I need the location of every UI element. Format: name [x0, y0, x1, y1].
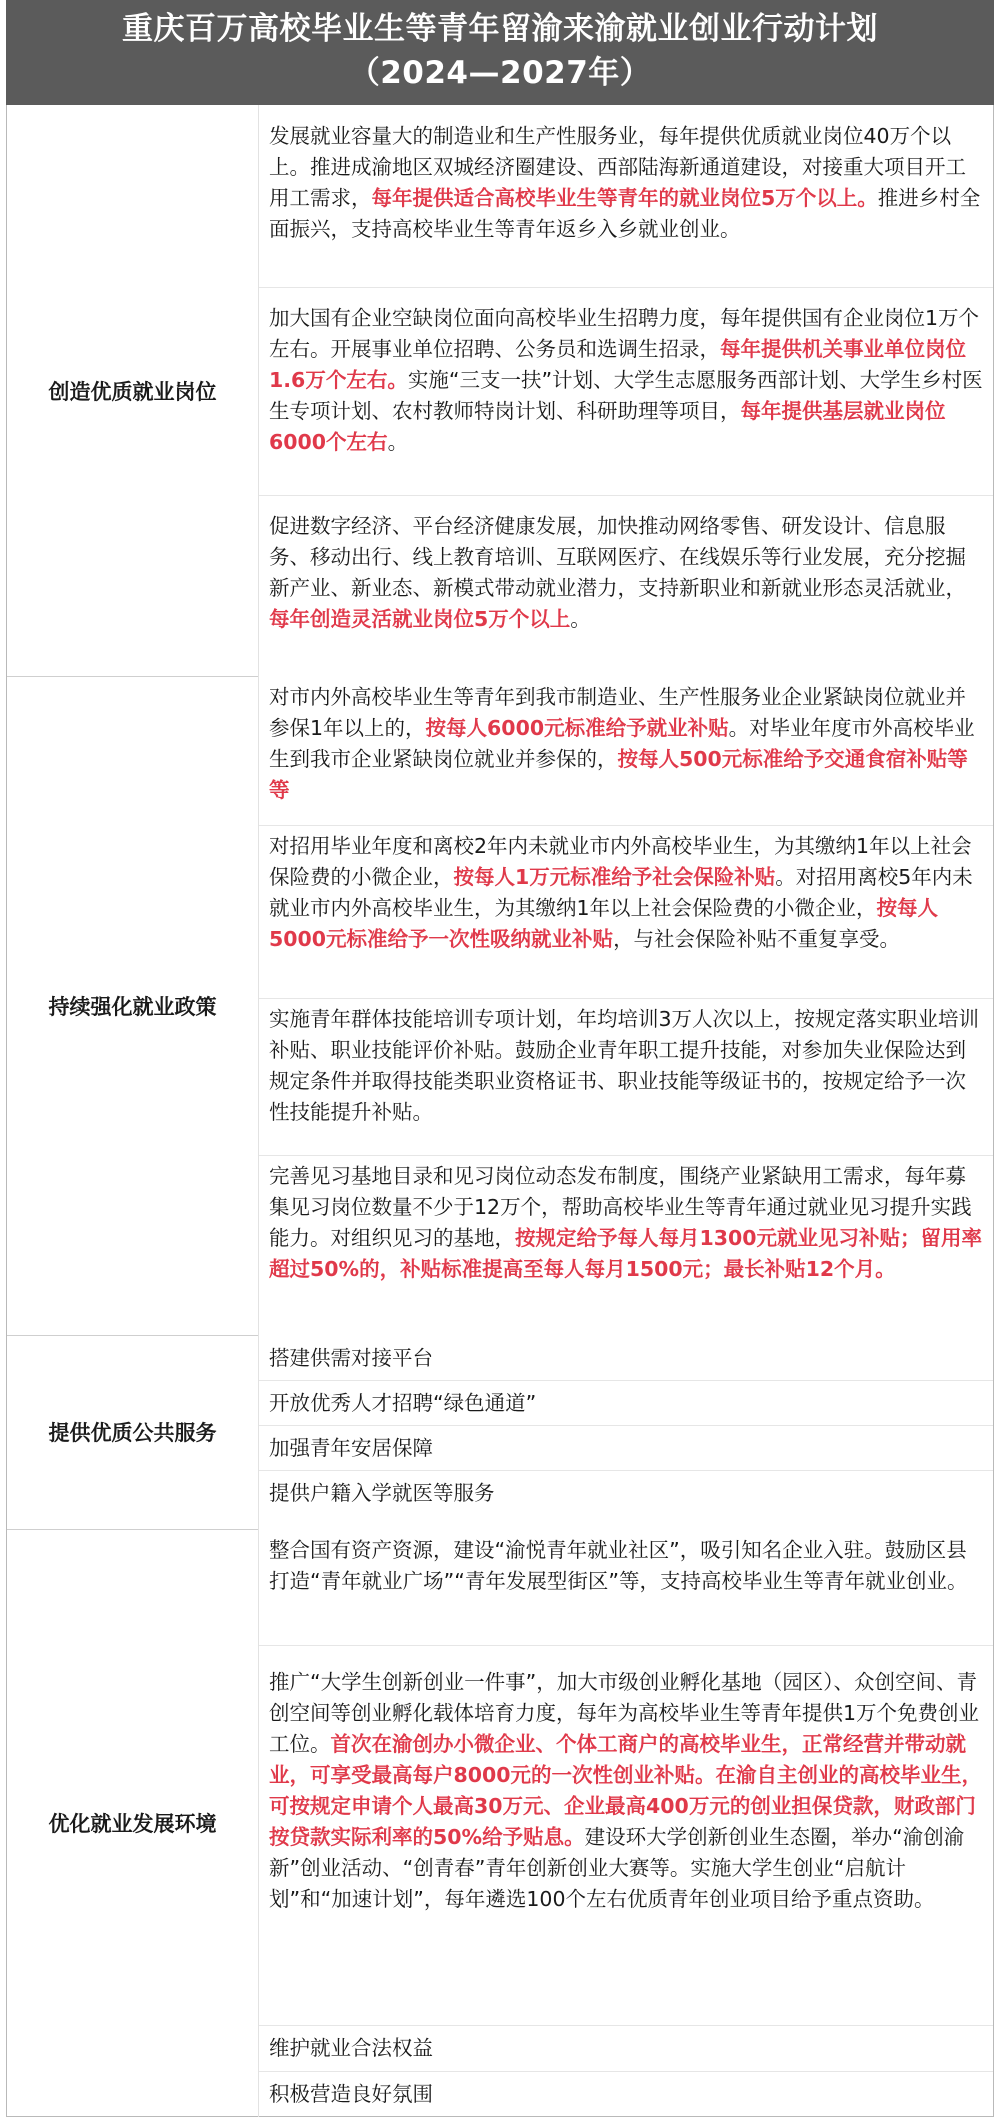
- highlight-text: 首次在渝创办小微企业、个体工商户的高校毕业生，正常经营并带动就业，可享受最高每户8000元的一次性创业补贴。在渝自主创业的高校毕业生，可按规定申请个人最高30万元、企业最高400万元的创业担保贷款，财政部门按贷款实际利率的50%给予贴息。: [269, 1732, 983, 1849]
- policy-item: [259, 676, 993, 825]
- policy-item: [259, 825, 993, 998]
- highlight-text: 按每人6000元标准给予就业补贴: [425, 716, 729, 740]
- body-text: 。对招用离校5年内未就业市内外高校毕业生，为其缴纳1年以上社会保险费的小微企业，: [269, 865, 973, 920]
- category-label: 创造优质就业岗位: [7, 105, 259, 676]
- category-label: 优化就业发展环境: [7, 1529, 259, 2117]
- policy-item: [259, 495, 993, 676]
- page-subtitle-years: （2024—2027年）: [348, 55, 652, 91]
- body-text: 加强青年安居保障: [269, 1436, 433, 1460]
- body-text: 积极营造良好氛围: [269, 2082, 433, 2106]
- body-text: 实施青年群体技能培训专项计划，年均培训3万人次以上，按规定落实职业培训补贴、职业技能评价补贴。鼓励企业青年职工提升技能，对参加失业保险达到规定条件并取得技能类职业资格证书、职业技能等级证书的，按规定给予一次性技能提升补贴。: [269, 1007, 980, 1124]
- body-text: ，与社会保险补贴不重复享受。: [613, 927, 901, 951]
- category-label: 持续强化就业政策: [7, 676, 259, 1335]
- policy-item: [259, 2071, 993, 2117]
- body-text: 开放优秀人才招聘“绿色通道”: [269, 1391, 537, 1415]
- highlight-text: 每年创造灵活就业岗位5万个以上: [269, 607, 571, 631]
- body-text: 完善见习基地目录和见习岗位动态发布制度，围绕产业紧缺用工需求，每年募集见习岗位数量不少于12万个，帮助高校毕业生等青年通过就业见习提升实践能力。对组织见习的基地，: [269, 1164, 972, 1250]
- body-text: 推广“大学生创新创业一件事”，加大市级创业孵化基地（园区）、众创空间、青创空间等创业孵化载体培育力度，每年为高校毕业生等青年提供1万个免费创业工位。: [269, 1670, 980, 1756]
- policy-item: [259, 1380, 993, 1425]
- highlight-text: 按每人1万元标准给予社会保险补贴: [453, 865, 776, 889]
- body-text: 推进乡村全面振兴，支持高校毕业生等青年返乡入乡就业创业。: [269, 186, 981, 241]
- body-text: 整合国有资产资源，建设“渝悦青年就业社区”，吸引知名企业入驻。鼓励区县打造“青年就业广场”“青年发展型街区”等，支持高校毕业生等青年就业创业。: [269, 1538, 968, 1593]
- body-text: 对招用毕业年度和离校2年内未就业市内外高校毕业生，为其缴纳1年以上社会保险费的小微企业，: [269, 834, 972, 889]
- highlight-text: 按规定给予每人每月1300元就业见习补贴；留用率超过50%的，补贴标准提高至每人每月1500元；最长补贴12个月。: [269, 1226, 983, 1281]
- category-label: 提供优质公共服务: [7, 1335, 259, 1529]
- policy-item: [259, 1155, 993, 1335]
- title-banner: [6, 0, 994, 105]
- body-text: 对市内外高校毕业生等青年到我市制造业、生产性服务业企业紧缺岗位就业并参保1年以上的，: [269, 685, 966, 740]
- highlight-text: 每年提供基层就业岗位6000个左右: [269, 399, 946, 454]
- body-text: 搭建供需对接平台: [269, 1346, 433, 1370]
- body-text: 。: [387, 430, 409, 454]
- policy-item: [259, 2025, 993, 2071]
- highlight-text: 每年提供机关事业单位岗位1.6万个左右。: [269, 337, 966, 392]
- policy-item: [259, 105, 993, 287]
- policy-table: [6, 105, 994, 2117]
- highlight-text: 按每人5000元标准给予一次性吸纳就业补贴: [269, 896, 939, 951]
- page-title: 重庆百万高校毕业生等青年留渝来渝就业创业行动计划: [122, 11, 878, 47]
- body-text: 。对毕业年度市外高校毕业生到我市企业紧缺岗位就业并参保的，: [269, 716, 975, 771]
- policy-item: [259, 1425, 993, 1470]
- policy-item: [259, 1470, 993, 1529]
- body-text: 促进数字经济、平台经济健康发展，加快推动网络零售、研发设计、信息服务、移动出行、线上教育培训、互联网医疗、在线娱乐等行业发展，充分挖掘新产业、新业态、新模式带动就业潜力，支持新职业和新就业形态灵活就业，: [269, 514, 966, 600]
- policy-item: [259, 287, 993, 495]
- body-text: 加大国有企业空缺岗位面向高校毕业生招聘力度，每年提供国有企业岗位1万个左右。开展事业单位招聘、公务员和选调生招录，: [269, 306, 980, 361]
- highlight-text: 每年提供适合高校毕业生等青年的就业岗位5万个以上。: [371, 186, 878, 210]
- policy-item: [259, 998, 993, 1155]
- body-text: 发展就业容量大的制造业和生产性服务业，每年提供优质就业岗位40万个以上。推进成渝地区双城经济圈建设、西部陆海新通道建设，对接重大项目开工用工需求，: [269, 124, 966, 210]
- body-text: 实施“三支一扶”计划、大学生志愿服务西部计划、大学生乡村医生专项计划、农村教师特岗计划、科研助理等项目，: [269, 368, 983, 423]
- body-text: 维护就业合法权益: [269, 2036, 433, 2060]
- body-text: 提供户籍入学就医等服务: [269, 1481, 495, 1505]
- policy-item: [259, 1645, 993, 2025]
- body-text: 建设环大学创新创业生态圈，举办“渝创渝新”创业活动、“创青春”青年创新创业大赛等。实施大学生创业“启航计划”和“加速计划”，每年遴选100个左右优质青年创业项目给予重点资助。: [269, 1825, 965, 1911]
- body-text: 。: [570, 607, 591, 631]
- highlight-text: 按每人500元标准给予交通食宿补贴等等: [269, 747, 968, 802]
- policy-item: [259, 1529, 993, 1645]
- policy-item: [259, 1335, 993, 1380]
